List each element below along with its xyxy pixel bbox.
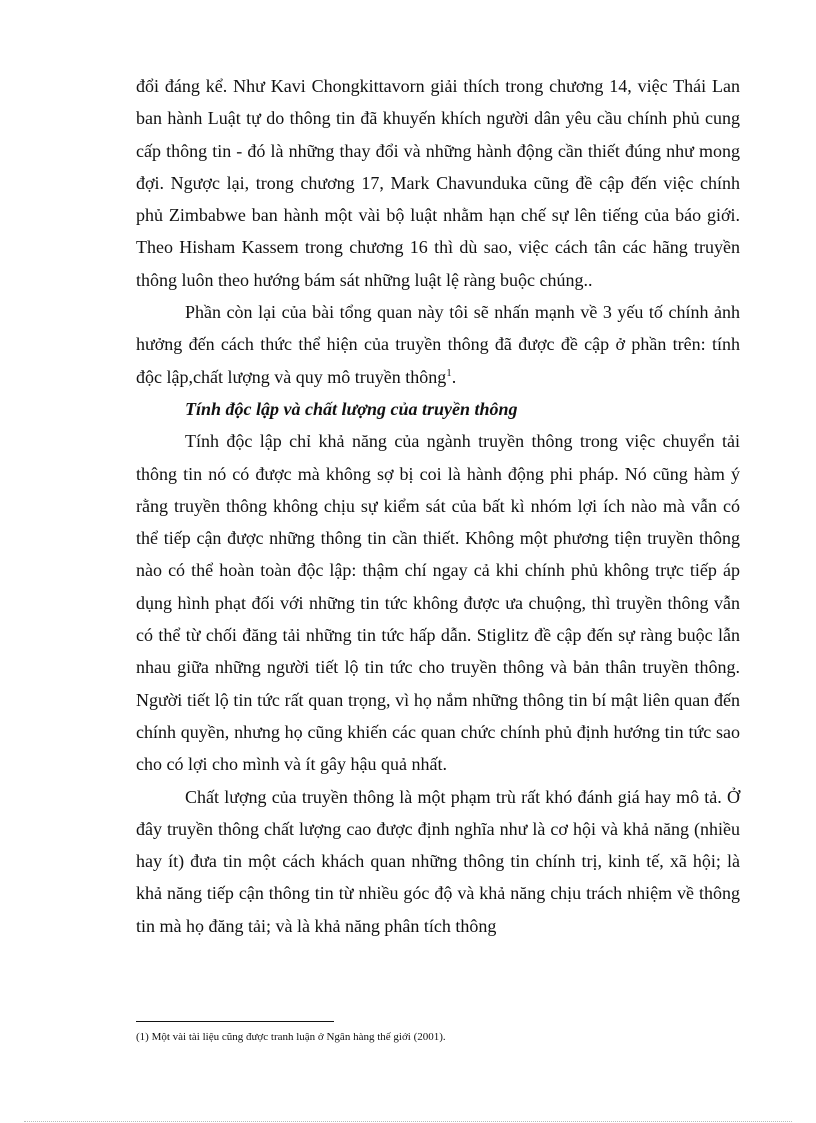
page-bottom-edge	[24, 1121, 792, 1122]
paragraph-independence: Tính độc lập chỉ khả năng của ngành truyền thông trong việc chuyển tải thông tin nó có được mà không sợ bị coi là hành động phi pháp. Nó cũng hàm ý rằng truyền thông không chịu sự kiểm sát của bất kì nhóm lợi ích nào mà vẫn có thể tiếp cận được những thông tin cần thiết. Không một phương tiện truyền thông nào có thể hoàn toàn độc lập: thậm chí ngay cả khi chính phủ không trực tiếp áp dụng hình phạt đối với những tin tức không được ưa chuộng, thì truyền thông vẫn có thể từ chối đăng tải những tin tức hấp dẫn. Stiglitz đề cập đến sự ràng buộc lẫn nhau giữa những người tiết lộ tin tức cho truyền thông và bản thân truyền thông. Người tiết lộ tin tức rất quan trọng, vì họ nắm những thông tin bí mật liên quan đến chính quyền, nhưng họ cũng khiến các quan chức chính phủ định hướng tin tức sao cho có lợi cho mình và ít gây hậu quả nhất.	[136, 431, 740, 775]
paragraph-overview-end: .	[451, 366, 457, 387]
footnote-separator	[136, 1021, 334, 1022]
footnote-reference[interactable]: 1	[446, 366, 452, 379]
paragraph-continued: đổi đáng kể. Như Kavi Chongkittavorn giải thích trong chương 14, việc Thái Lan ban hành Luật tự do thông tin đã khuyến khích người dân yêu cầu chính phủ cung cấp thông tin - đó là những thay đổi và những hành động cần thiết đúng như mong đợi. Ngược lại, trong chương 17, Mark Chavunduka cũng đề cập đến việc chính phủ Zimbabwe ban hành một vài bộ luật nhằm hạn chế sự lên tiếng của báo giới. Theo Hisham Kassem trong chương 16 thì dù sao, việc cách tân các hãng truyền thông luôn theo hướng bám sát những luật lệ ràng buộc chúng..	[136, 76, 740, 290]
footnote-marker: (1)	[136, 1031, 149, 1043]
paragraph-quality: Chất lượng của truyền thông là một phạm trù rất khó đánh giá hay mô tả. Ở đây truyền thông chất lượng cao được định nghĩa như là cơ hội và khả năng (nhiều hay ít) đưa tin một cách khách quan những thông tin chính trị, kinh tế, xã hội; là khả năng tiếp cận thông tin từ nhiều góc độ và khả năng chịu trách nhiệm về thông tin mà họ đăng tải; và là khả năng phân tích thông	[136, 786, 740, 936]
paragraph-overview-text: Phần còn lại của bài tổng quan này tôi sẽ nhấn mạnh về 3 yếu tố chính ảnh hưởng đến cách thức thể hiện của truyền thông đã được đề cập ở phần trên: tính độc lập,chất lượng và quy mô truyền thông	[136, 302, 740, 387]
page-body	[136, 70, 740, 942]
footnote	[136, 1030, 740, 1044]
paragraph-overview	[136, 296, 740, 393]
footnote-text: Một vài tài liệu cũng được tranh luận ở Ngân hàng thế giới (2001).	[148, 1031, 446, 1043]
section-heading: Tính độc lập và chất lượng của truyền thông	[185, 398, 518, 419]
